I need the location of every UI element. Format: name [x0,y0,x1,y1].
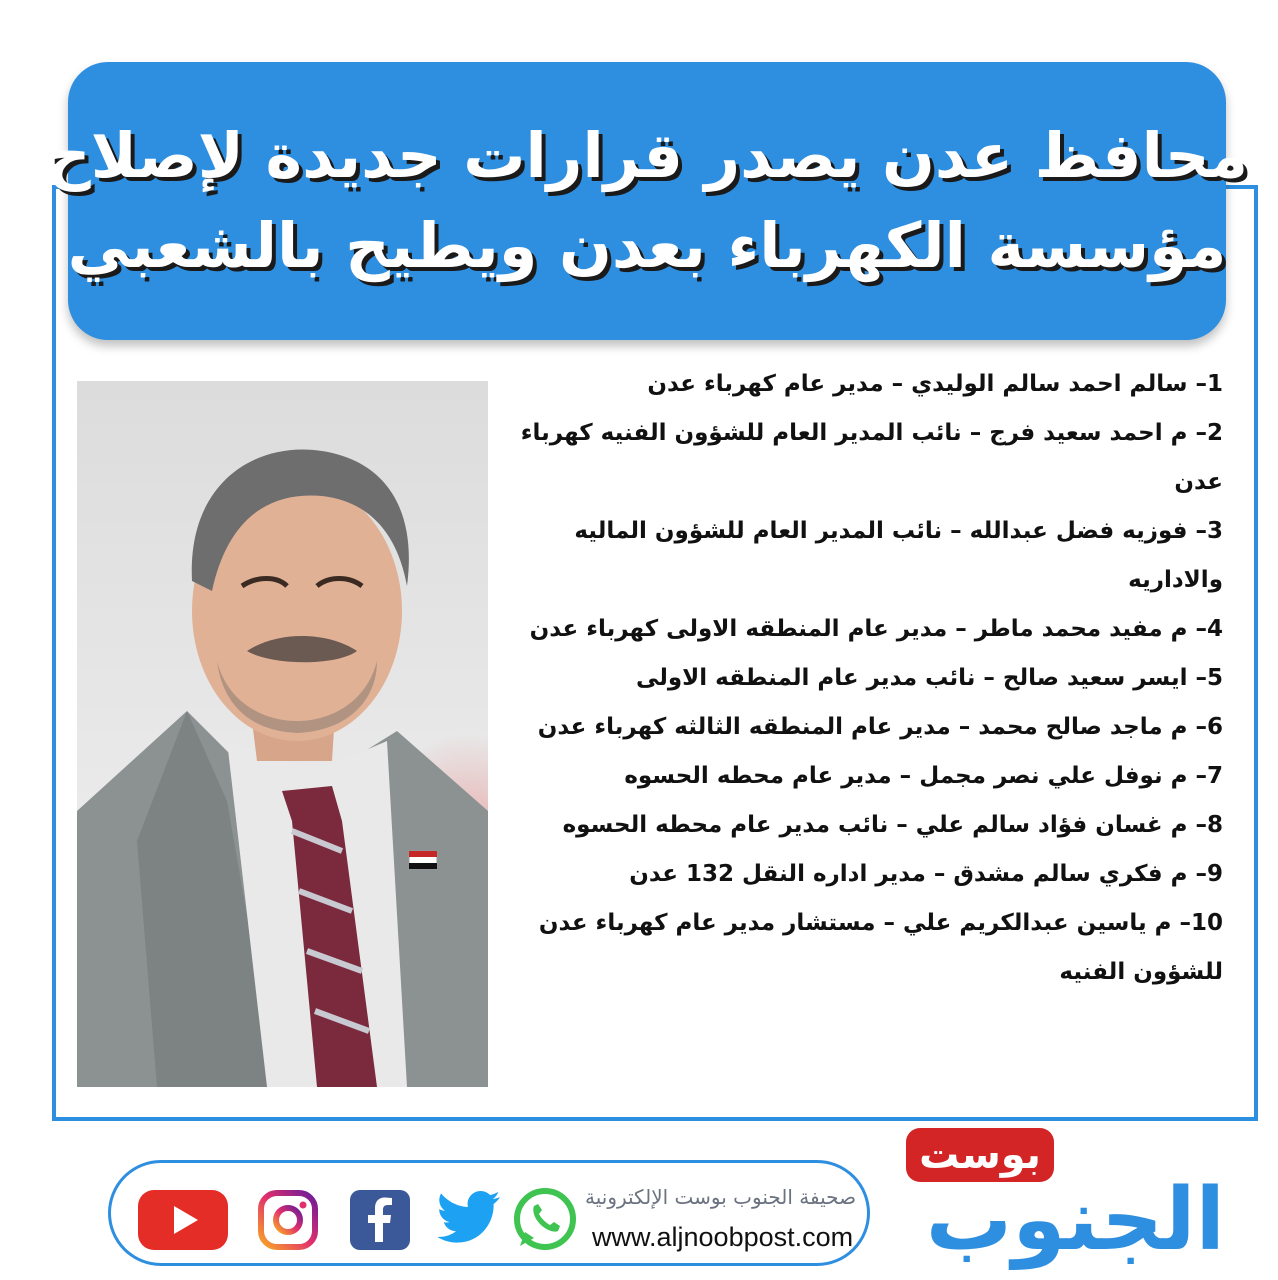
headline-line-2: مؤسسة الكهرباء بعدن ويطيح بالشعبي [67,209,1227,282]
site-url[interactable]: www.aljnoobpost.com [592,1222,854,1252]
facebook-icon[interactable] [350,1190,410,1254]
list-item: 1– سالم احمد سالم الوليدي – مدير عام كهرباء عدن [647,371,1223,397]
list-item: 6– م ماجد صالح محمد – مدير عام المنطقه الثالثه كهرباء عدن [537,714,1223,740]
list-item: 3– فوزيه فضل عبدالله – نائب المدير العام للشؤون الماليه والاداريه [574,518,1223,593]
twitter-icon[interactable] [438,1190,502,1250]
youtube-icon[interactable] [138,1190,228,1254]
list-item: 7– م نوفل علي نصر مجمل – مدير عام محطه الحسوه [624,763,1223,789]
list-item: 2– م احمد سعيد فرج – نائب المدير العام للشؤون الفنيه كهرباء عدن [520,420,1223,495]
instagram-icon[interactable] [258,1190,318,1254]
list-item: 10– م ياسين عبدالكريم علي – مستشار مدير عام كهرباء عدن للشؤون الفنيه [538,910,1223,985]
governor-photo [77,381,488,1087]
logo-main-word: الجنوب [925,1170,1225,1270]
appointments-list [505,360,1223,997]
whatsapp-icon[interactable] [512,1186,578,1256]
list-item: 8– م غسان فؤاد سالم علي – نائب مدير عام محطه الحسوه [562,812,1223,838]
logo-post-word: بوست [906,1128,1054,1182]
headline-banner [46,62,1248,340]
list-item: 9– م فكري سالم مشدق – مدير اداره النقل 132 عدن [629,861,1223,887]
list-item: 5– ايسر سعيد صالح – نائب مدير عام المنطقه الاولى [635,665,1223,691]
site-name: صحيفة الجنوب بوست الإلكترونية [585,1185,857,1209]
headline-line-1: محافظ عدن يصدر قرارات جديدة لإصلاح [46,119,1248,192]
list-item: 4– م مفيد محمد ماطر – مدير عام المنطقه الاولى كهرباء عدن [529,616,1223,642]
